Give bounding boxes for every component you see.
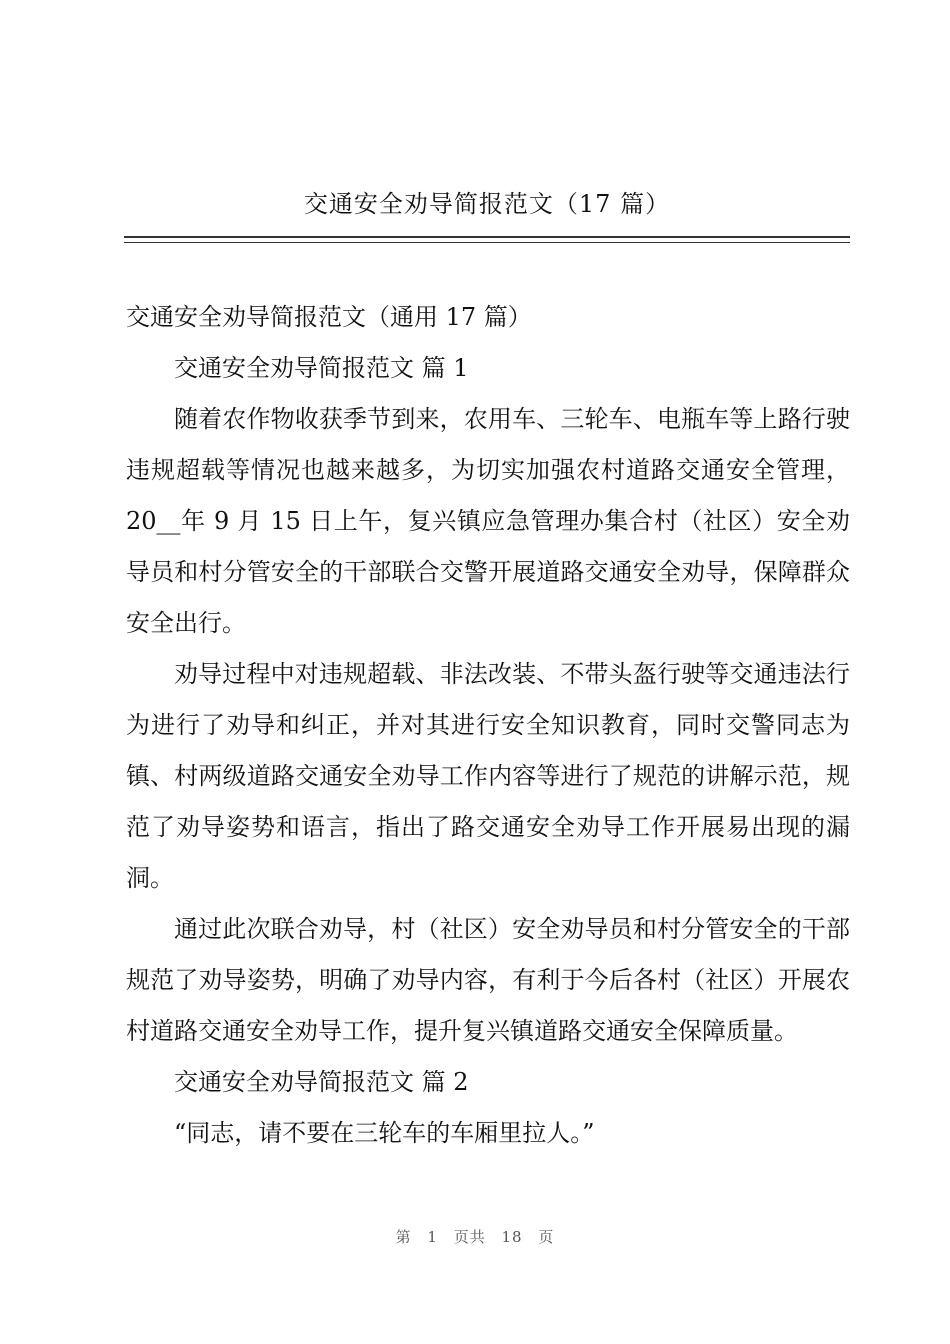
- article-2-paragraph: “同志，请不要在三轮车的车厢里拉人。”: [174, 1119, 595, 1147]
- article-1-paragraph: 劝导过程中对违规超载、非法改装、不带头盔行驶等交通违法行为进行了劝导和纠正，并对其进行安全知识教育，同时交警同志为镇、村两级道路交通安全劝导工作内容等进行了规范的讲解示范，规范了劝导姿势和语言，指出了路交通安全劝导工作开展易出现的漏洞。: [126, 660, 850, 892]
- document-body: [126, 292, 850, 1159]
- article-1-paragraph: 通过此次联合劝导，村（社区）安全劝导员和村分管安全的干部规范了劝导姿势，明确了劝导内容，有利于今后各村（社区）开展农村道路交通安全劝导工作，提升复兴镇道路交通安全保障质量。: [126, 915, 850, 1045]
- page-footer: 第 1 页共 18 页: [395, 1228, 555, 1246]
- article-1-heading: 交通安全劝导简报范文 篇 1: [174, 354, 469, 382]
- title-divider: [124, 236, 850, 243]
- article-2-heading: 交通安全劝导简报范文 篇 2: [174, 1068, 469, 1096]
- intro-heading: 交通安全劝导简报范文（通用 17 篇）: [126, 303, 532, 331]
- article-1-paragraph: 随着农作物收获季节到来，农用车、三轮车、电瓶车等上路行驶违规超载等情况也越来越多，为切实加强农村道路交通安全管理，20__年 9 月 15 日上午，复兴镇应急管理办集合村（社区）安全劝导员和村分管安全的干部联合交警开展道路交通安全劝导，保障群众安全出行。: [126, 405, 850, 637]
- document-title: 交通安全劝导简报范文（17 篇）: [303, 190, 671, 218]
